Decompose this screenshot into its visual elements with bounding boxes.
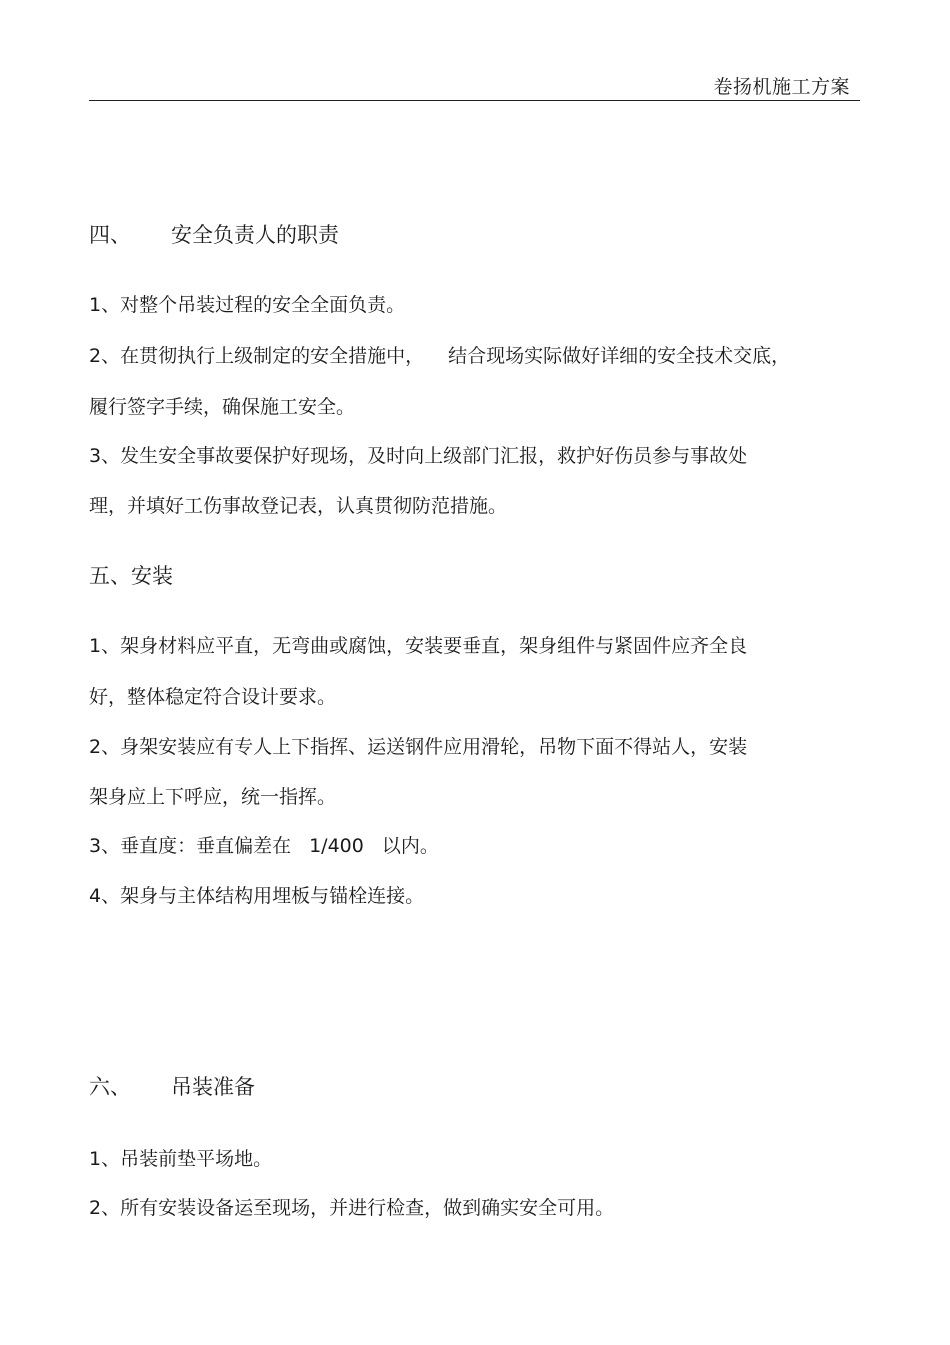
section-5-item-1-cont: 好，整体稳定符合设计要求。 (89, 686, 337, 708)
section-5-item-2: 2、身架安装应有专人上下指挥、运送钢件应用滑轮，吊物下面不得站人，安装 (89, 736, 748, 758)
section-5-item-1: 1、架身材料应平直，无弯曲或腐蚀，安装要垂直，架身组件与紧固件应齐全良 (89, 635, 748, 657)
section-5-item-2-cont: 架身应上下呼应，统一指挥。 (89, 786, 337, 808)
section-6-heading (89, 1074, 255, 1100)
section-4-item-2-cont: 履行签字手续，确保施工安全。 (89, 396, 356, 418)
section-4-item-3-cont: 理，并填好工伤事故登记表，认真贯彻防范措施。 (89, 495, 508, 517)
section-6-item-2: 2、所有安装设备运至现场，并进行检查，做到确实安全可用。 (89, 1197, 615, 1219)
section-5-item-3-part-2: 以内。 (381, 835, 439, 857)
section-4-item-1: 1、对整个吊装过程的安全全面负责。 (89, 294, 406, 316)
section-5-item-3-value: 1/400 (309, 835, 364, 857)
section-4-item-2 (89, 343, 790, 369)
section-6-title: 吊装准备 (171, 1075, 255, 1099)
section-5-item-3 (89, 833, 439, 859)
section-4-title: 安全负责人的职责 (171, 223, 339, 247)
page-header (89, 70, 860, 101)
section-4-item-2-part-2: 结合现场实际做好详细的安全技术交底， (448, 345, 791, 367)
section-5-item-4: 4、架身与主体结构用埋板与锚栓连接。 (89, 885, 425, 907)
section-4-item-2-part-1: 2、在贯彻执行上级制定的安全措施中， (89, 345, 425, 367)
section-5-item-3-part-1: 3、垂直度：垂直偏差在 (89, 835, 292, 857)
section-4-number: 四、 (89, 223, 131, 247)
section-5-heading: 五、安装 (89, 564, 173, 588)
section-4-item-3: 3、发生安全事故要保护好现场，及时向上级部门汇报，救护好伤员参与事故处 (89, 445, 748, 467)
section-6-item-1: 1、吊装前垫平场地。 (89, 1148, 273, 1170)
section-6-number: 六、 (89, 1075, 131, 1099)
header-title: 卷扬机施工方案 (713, 76, 850, 98)
section-4-heading (89, 222, 339, 248)
